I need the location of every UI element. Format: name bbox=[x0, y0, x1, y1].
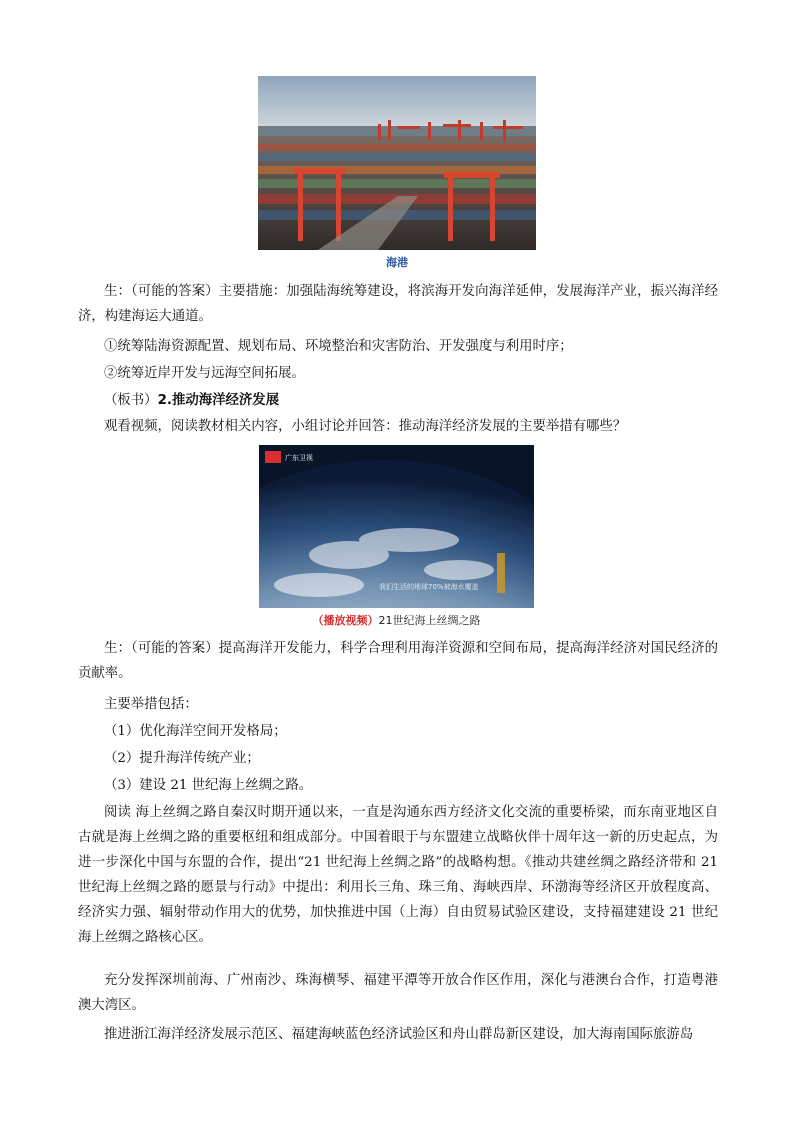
board-heading bbox=[104, 388, 279, 413]
answer-paragraph-2: 生：（可能的答案）提高海洋开发能力，科学合理利用海洋资源和空间布局，提高海洋经济对国民经济的贡献率。 bbox=[78, 641, 718, 681]
answer-item-2: ②统筹近岸开发与远海空间拓展。 bbox=[104, 366, 305, 381]
port-photo bbox=[258, 76, 536, 250]
measure-item-1: （1）优化海洋空间开发格局； bbox=[104, 724, 287, 739]
board-title: 2.推动海洋经济发展 bbox=[157, 393, 280, 408]
paragraph-3: 充分发挥深圳前海、广州南沙、珠海横琴、福建平潭等开放合作区作用，深化与港澳台合作，打造粤港澳大湾区。 bbox=[78, 973, 718, 1013]
measure-item-2: （2）提升海洋传统产业； bbox=[104, 751, 260, 766]
video-subtitle: 我们生活的地球70%被海水覆盖 bbox=[379, 583, 479, 591]
video-still bbox=[259, 445, 534, 608]
board-prefix: （板书） bbox=[104, 393, 158, 408]
answer-paragraph-1: 生：（可能的答案）主要措施：加强陆海统筹建设，将滨海开发向海洋延伸，发展海洋产业，振兴海洋经济，构建海运大通道。 bbox=[78, 284, 718, 324]
video-caption bbox=[259, 612, 534, 628]
channel-logo: 广东卫视 bbox=[285, 454, 313, 462]
video-caption-title: 21世纪海上丝绸之路 bbox=[378, 614, 481, 627]
reading-passage: 阅读 海上丝绸之路自秦汉时期开通以来，一直是沟通东西方经济文化交流的重要桥梁，而东南亚地区自古就是海上丝绸之路的重要枢纽和组成部分。中国着眼于与东盟建立战略伙伴十周年这一新的历史起点，为进一步深化中国与东盟的合作，提出“21 世纪海上丝绸之路”的战略构想。《推动共建丝绸之路经济带和 21 世纪海上丝绸之路的愿景与行动》中提出：利用长三角、珠三角、海峡西岸、环渤海等经济区开放程度高、经济实力强、辐射带动作用大的优势，加快推进中国（上海）自由贸易试验区建设，支持福建建设 21 世纪海上丝绸之路核心区。 bbox=[78, 805, 718, 945]
paragraph-4: 推进浙江海洋经济发展示范区、福建海峡蓝色经济试验区和舟山群岛新区建设，加大海南国际旅游岛 bbox=[104, 1027, 694, 1042]
video-caption-tag: （播放视频） bbox=[312, 614, 379, 627]
measure-item-3: （3）建设 21 世纪海上丝绸之路。 bbox=[104, 778, 313, 793]
measures-intro: 主要举措包括： bbox=[104, 697, 198, 712]
discussion-question: 观看视频，阅读教材相关内容，小组讨论并回答：推动海洋经济发展的主要举措有哪些？ bbox=[104, 419, 627, 434]
answer-item-1: ①统筹陆海资源配置、规划布局、环境整治和灾害防治、开发强度与利用时序； bbox=[104, 339, 573, 354]
port-photo-caption: 海港 bbox=[386, 256, 408, 269]
